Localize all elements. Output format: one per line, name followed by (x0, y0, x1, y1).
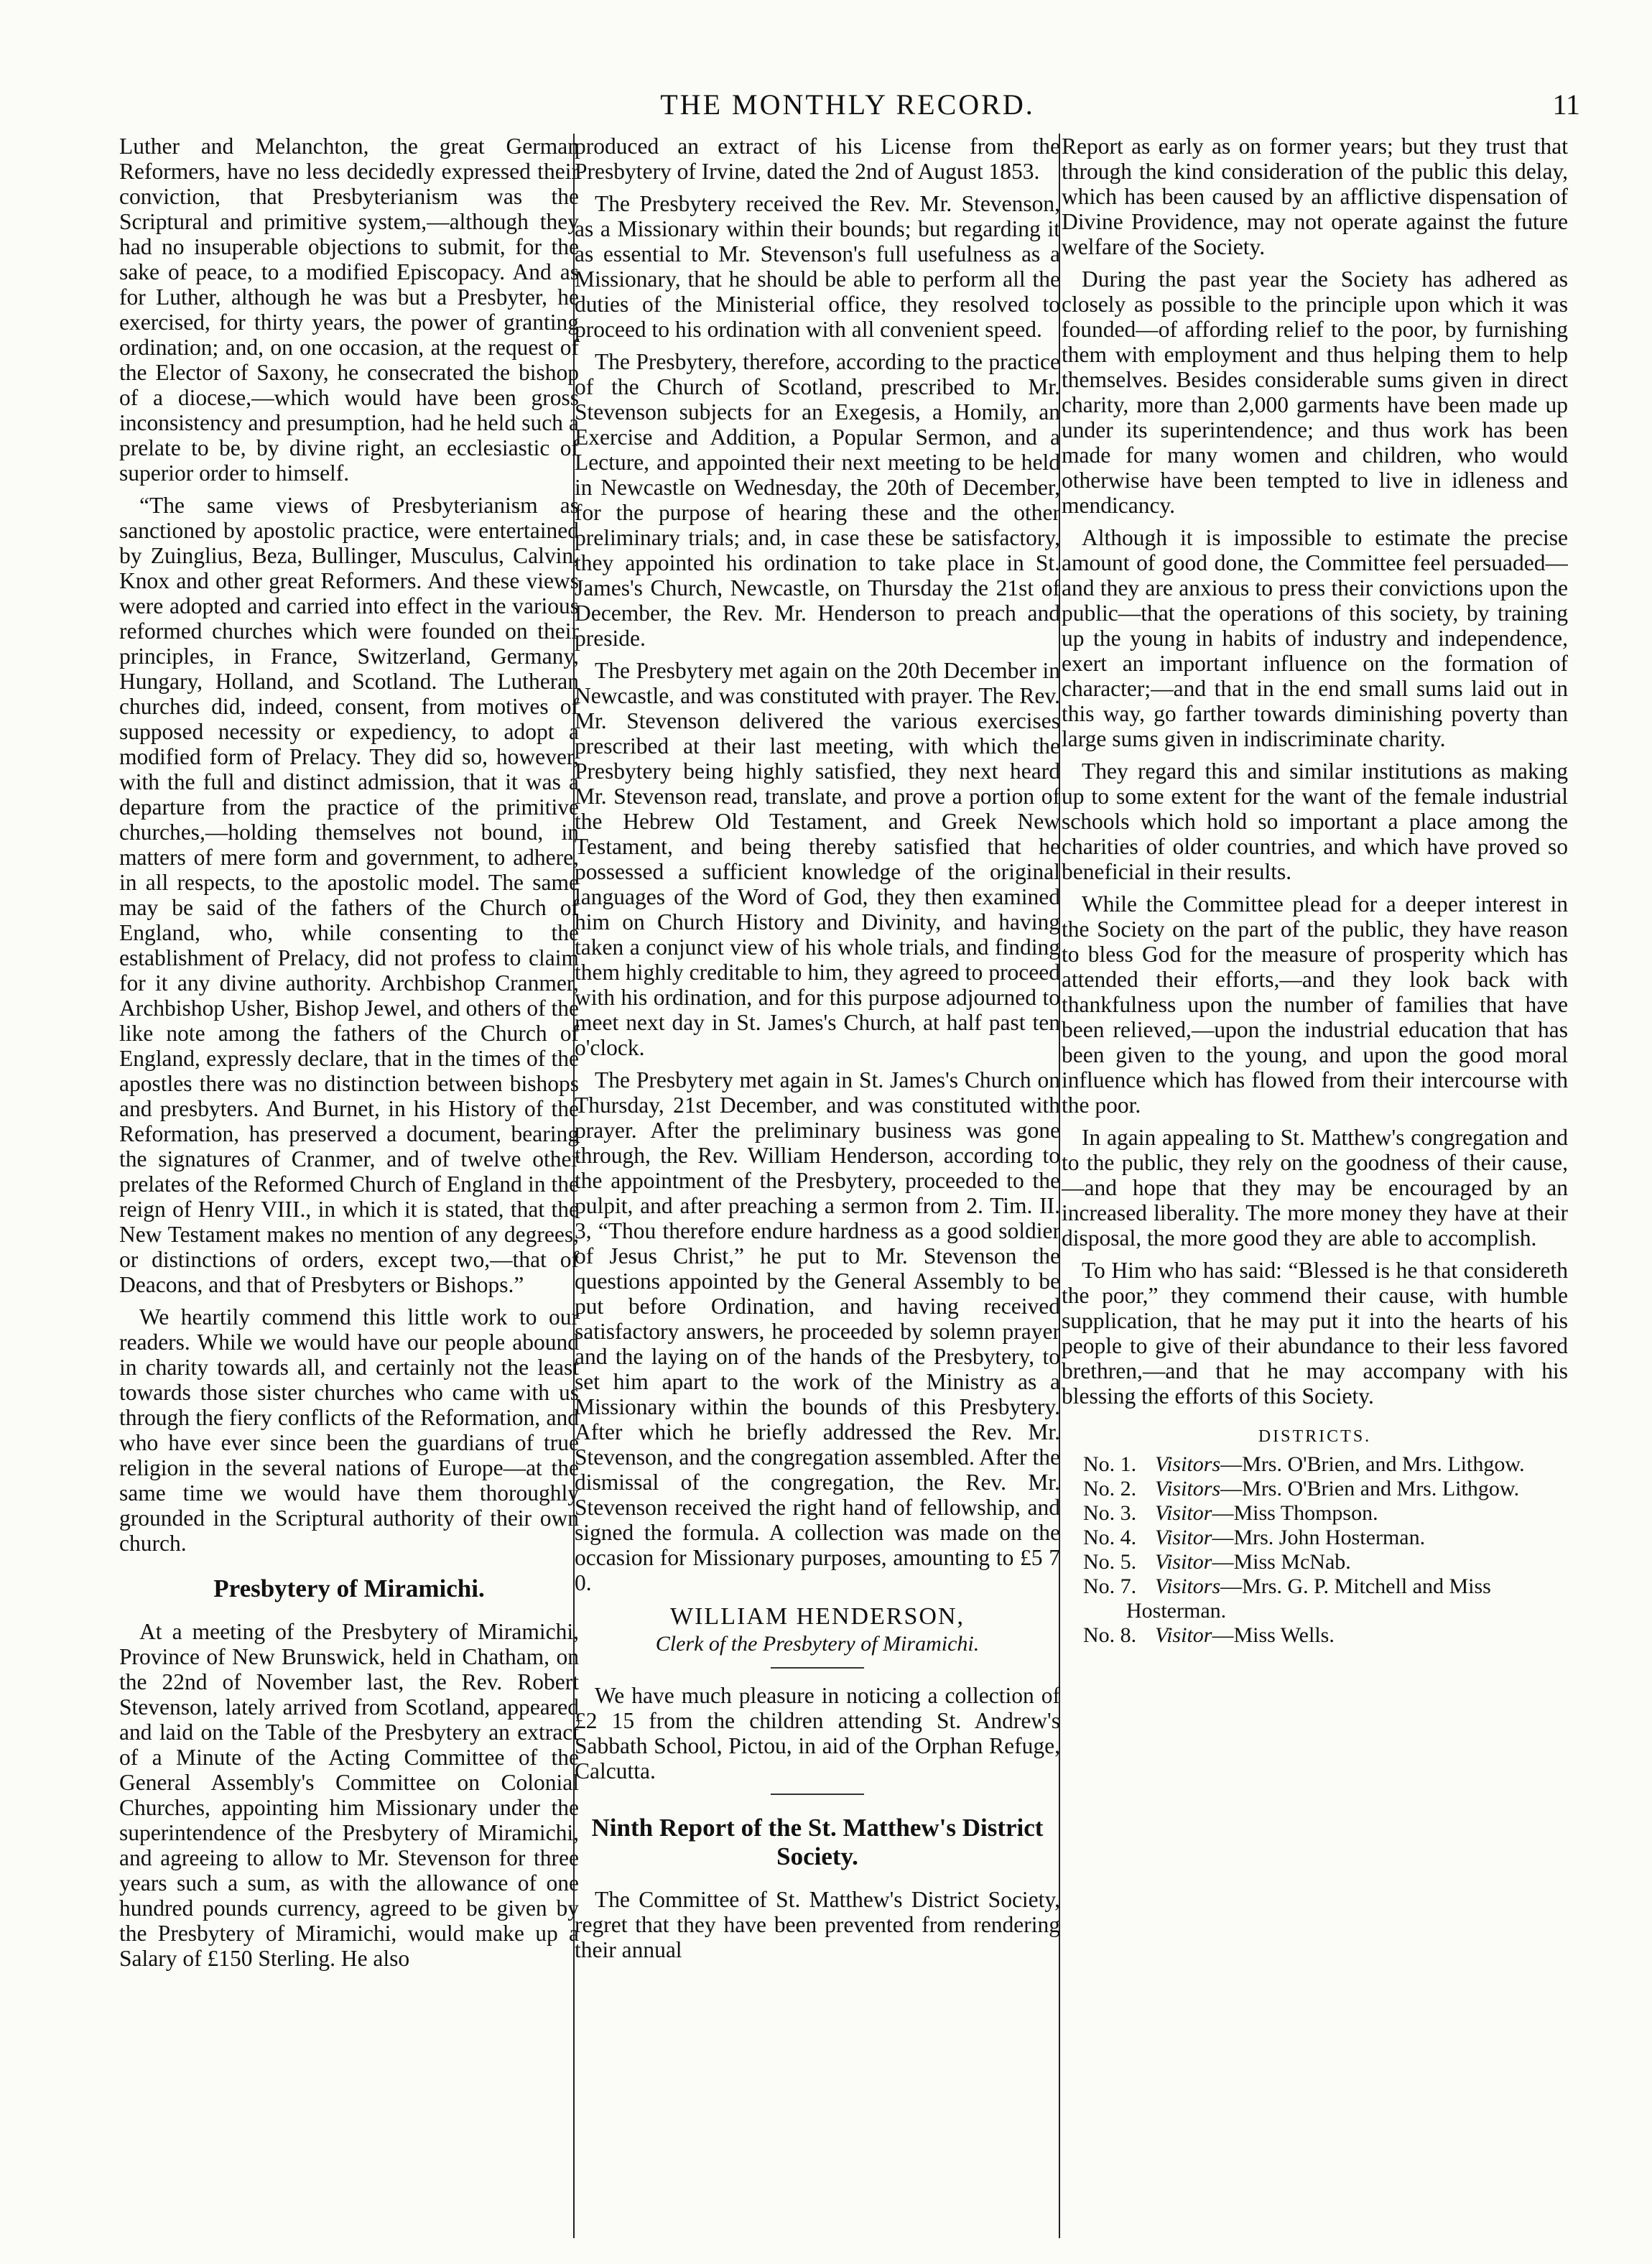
column-3 (1062, 134, 1568, 2238)
district-entry (1062, 1574, 1568, 1623)
section-heading-st-matthews: Ninth Report of the St. Matthew's District Society. (591, 1814, 1044, 1870)
signature-name: WILLIAM HENDERSON, (670, 1603, 965, 1630)
paragraph: They regard this and similar institutions as making up to some extent for the want of the female industrial schools which hold so important a place among the charities of older countries, and which have proved so beneficial in their results. (1062, 758, 1568, 884)
page-number: 11 (1552, 88, 1580, 121)
paragraph: At a meeting of the Presbytery of Miramichi, Province of New Brunswick, held in Chatham, on the 22nd of November last, the Rev. Robert Stevenson, lately arrived from Scotland, appeared and laid on the Table of the Presbytery an extract of a Minute of the Acting Committee of the General Assembly's Committee on Colonial Churches, appointing him Missionary under the superintendence of the Presbytery of Miramichi, and agreeing to allow to Mr. Stevenson for three years such a sum, as with the allowance of one hundred pounds currency, agreed to be given by the Presbytery of Miramichi, would make up a Salary of £150 Sterling. He also (119, 1619, 579, 1971)
district-entry (1062, 1623, 1568, 1648)
paragraph: We heartily commend this little work to our readers. While we would have our people abound in charity towards all, and certainly not the least towards those sister churches who came with us through the fiery conflicts of the Reformation, and who have ever since been the guardians of true religion in the several nations of Europe—at the same time we would have them thoroughly grounded in the Scriptural authority of their own church. (119, 1304, 579, 1556)
paragraph: While the Committee plead for a deeper interest in the Society on the part of the public, they have reason to bless God for the measure of prosperity which has attended their efforts,—and they look back with thankfulness upon the number of families that have been relieved,—upon the industrial education that has been given to the young, and upon the good moral influence which has flowed from their intercourse with the poor. (1062, 891, 1568, 1118)
paragraph: Although it is impossible to estimate the precise amount of good done, the Committee feel persuaded—and they are anxious to press their convictions upon the public—that the operations of this society, by training up the young in habits of industry and independence, exert an important influence on the formation of character;—and that in the end small sums laid out in this way, go farther towards diminishing poverty than large sums given in indiscriminate charity. (1062, 525, 1568, 751)
paragraph: “The same views of Presbyterianism as sanctioned by apostolic practice, were entertained by Zuinglius, Beza, Bullinger, Musculus, Calvin, Knox and other great Reformers. And these views were adopted and carried into effect in the various reformed churches which were founded on their principles, in France, Switzerland, Germany, Hungary, Holland, and Scotland. The Lutheran churches did, indeed, consent, from motives of supposed necessity or expediency, to adopt a modified form of Prelacy. They did so, however, with the full and distinct admission, that it was a departure from the practice of the primitive churches,—holding themselves not bound, in matters of mere form and government, to adhere, in all respects, to the apostolic model. The same may be said of the fathers of the Church of England, who, while consenting to the establishment of Prelacy, did not profess to claim for it any divine authority. Archbishop Cranmer, Archbishop Usher, Bishop Jewel, and others of the like note among the fathers of the Church of England, expressly declare, that in the times of the apostles there was no distinction between bishops and presbyters. And Burnet, in his History of the Reformation, has preserved a document, bearing the signatures of Cranmer, and of twelve other prelates of the Reformed Church of England in the reign of Henry VIII., in which it is stated, that the New Testament makes no mention of any degrees, or distinctions of orders, except two,—that of Deacons, and that of Presbyters or Bishops.” (119, 493, 579, 1297)
paragraph: produced an extract of his License from the Presbytery of Irvine, dated the 2nd of August 1853. (575, 134, 1060, 184)
district-number: No. 5. (1083, 1550, 1137, 1574)
paragraph: The Presbytery met again in St. James's Church on Thursday, 21st December, and was constituted with prayer. After the preliminary business was gone through, the Rev. William Henderson, according to the appointment of the Presbytery, proceeded to the pulpit, and after preaching a sermon from 2. Tim. II. 3, “Thou therefore endure hardness as a good soldier of Jesus Christ,” he put to Mr. Stevenson the questions appointed by the General Assembly to be put before Ordination, and having received satisfactory answers, he proceeded by solemn prayer and the laying on of the hands of the Presbytery, to set him apart to the work of the Ministry as a Missionary within the bounds of this Presbytery. After which he briefly addressed the Rev. Mr. Stevenson, and the congregation assembled. After the dismissal of the congregation, the Rev. Mr. Stevenson received the right hand of fellowship, and signed the formula. A collection was made on the occasion for Missionary purposes, amounting to £5 7 0. (575, 1067, 1060, 1595)
paragraph: In again appealing to St. Matthew's congregation and to the public, they rely on the goodness of their cause,—and hope that they may be encouraged by an increased liberality. The more money they have at their disposal, the more good they are able to accomplish. (1062, 1125, 1568, 1251)
district-number: No. 3. (1083, 1501, 1137, 1525)
district-entry (1062, 1501, 1568, 1526)
publication-title: THE MONTHLY RECORD. (660, 88, 1035, 121)
district-entry (1062, 1452, 1568, 1477)
paragraph: The Presbytery met again on the 20th December in Newcastle, and was constituted with prayer. The Rev. Mr. Stevenson delivered the various exercises prescribed at their last meeting, with which the Presbytery being highly satisfied, they next heard Mr. Stevenson read, translate, and prove a portion of the Hebrew Old Testament, and Greek New Testament, and being thereby satisfied that he possessed a sufficient knowledge of the original languages of the Word of God, they then examined him on Church History and Divinity, and having taken a conjunct view of his whole trials, and finding them highly creditable to him, they agreed to proceed with his ordination, and for this purpose adjourned to meet next day in St. James's Church, at half past ten o'clock. (575, 658, 1060, 1060)
district-number: No. 1. (1083, 1452, 1137, 1476)
column-2 (575, 134, 1060, 2238)
running-head (115, 85, 1580, 125)
district-names: —Miss Wells. (1212, 1623, 1335, 1647)
district-names: —Mrs. O'Brien and Mrs. Lithgow. (1220, 1477, 1520, 1500)
district-names: —Miss McNab. (1212, 1550, 1351, 1574)
district-role: Visitor (1155, 1526, 1212, 1549)
paragraph: The Presbytery, therefore, according to the practice of the Church of Scotland, prescribed to Mr. Stevenson subjects for an Exegesis, a Homily, an Exercise and Addition, a Popular Sermon, and a Lecture, and appointed their next meeting to be held in Newcastle on Wednesday, the 20th of December, for the purpose of hearing these and the other preliminary trials; and, in case these be satisfactory, they appointed his ordination to take place in St. James's Church, Newcastle, on Thursday the 21st of December, the Rev. Mr. Henderson to preach and preside. (575, 349, 1060, 651)
paragraph: Luther and Melanchton, the great German Reformers, have no less decidedly expressed their conviction, that Presbyterianism was the Scriptural and primitive system,—although they had no insuperable objections to submit, for the sake of peace, to a modified Episcopacy. And as for Luther, although he was but a Presbyter, he exercised, for thirty years, the power of granting ordination; and, on one occasion, at the request of the Elector of Saxony, he consecrated the bishop of a diocese,—which would have been gross inconsistency and presumption, had he held such a prelate to be, by divine right, an ecclesiastic of superior order to himself. (119, 134, 579, 486)
district-role: Visitor (1155, 1623, 1212, 1647)
district-entry (1062, 1550, 1568, 1574)
paragraph: To Him who has said: “Blessed is he that considereth the poor,” they commend their cause, with humble supplication, that he may put it into the hearts of his people to give of their abundance to their less favored brethren,—and that he may accompany with his blessing the efforts of this Society. (1062, 1258, 1568, 1409)
district-number: No. 7. (1083, 1574, 1137, 1598)
district-names: —Mrs. G. P. Mitchell and Miss Hosterman. (1126, 1574, 1491, 1623)
paragraph: Report as early as on former years; but they trust that through the kind consideration of the public this delay, which has been caused by an afflictive dispensation of Divine Providence, may not operate against the future welfare of the Society. (1062, 134, 1568, 259)
paragraph: The Committee of St. Matthew's District Society, regret that they have been prevented from rendering their annual (575, 1887, 1060, 1962)
district-number: No. 4. (1083, 1526, 1137, 1549)
district-entry (1062, 1526, 1568, 1550)
district-number: No. 8. (1083, 1623, 1137, 1647)
signature-role: Clerk of the Presbytery of Miramichi. (655, 1632, 980, 1656)
notice-paragraph: We have much pleasure in noticing a collection of £2 15 from the children attending St. Andrew's Sabbath School, Pictou, in aid of the Orphan Refuge, Calcutta. (575, 1683, 1060, 1783)
section-heading-miramichi: Presbytery of Miramichi. (213, 1574, 485, 1602)
district-names: —Mrs. O'Brien, and Mrs. Lithgow. (1220, 1452, 1525, 1476)
districts-list (1062, 1452, 1568, 1648)
district-names: —Miss Thompson. (1212, 1501, 1378, 1525)
district-entry (1062, 1477, 1568, 1501)
district-role: Visitors (1155, 1452, 1221, 1476)
district-role: Visitor (1155, 1501, 1212, 1525)
district-role: Visitor (1155, 1550, 1212, 1574)
district-names: —Mrs. John Hosterman. (1212, 1526, 1426, 1549)
separator-rule (771, 1794, 864, 1795)
district-role: Visitors (1155, 1477, 1221, 1500)
paragraph: During the past year the Society has adhered as closely as possible to the principle upon which it was founded—of affording relief to the poor, by furnishing them with employment and thus helping them to help themselves. Besides considerable sums given in direct charity, more than 2,000 garments have been made up under its superintendence; and thus work has been made for many women and children, who would otherwise have been tempted to live in idleness and mendicancy. (1062, 266, 1568, 518)
district-role: Visitors (1155, 1574, 1221, 1598)
paragraph: The Presbytery received the Rev. Mr. Stevenson, as a Missionary within their bounds; but regarding it as essential to Mr. Stevenson's full usefulness as a Missionary, that he should be able to perform all the duties of the Ministerial office, they resolved to proceed to his ordination with all convenient speed. (575, 191, 1060, 342)
districts-title: DISTRICTS. (1258, 1427, 1372, 1446)
district-number: No. 2. (1083, 1477, 1137, 1500)
separator-rule (771, 1667, 864, 1669)
column-1 (119, 134, 579, 2238)
